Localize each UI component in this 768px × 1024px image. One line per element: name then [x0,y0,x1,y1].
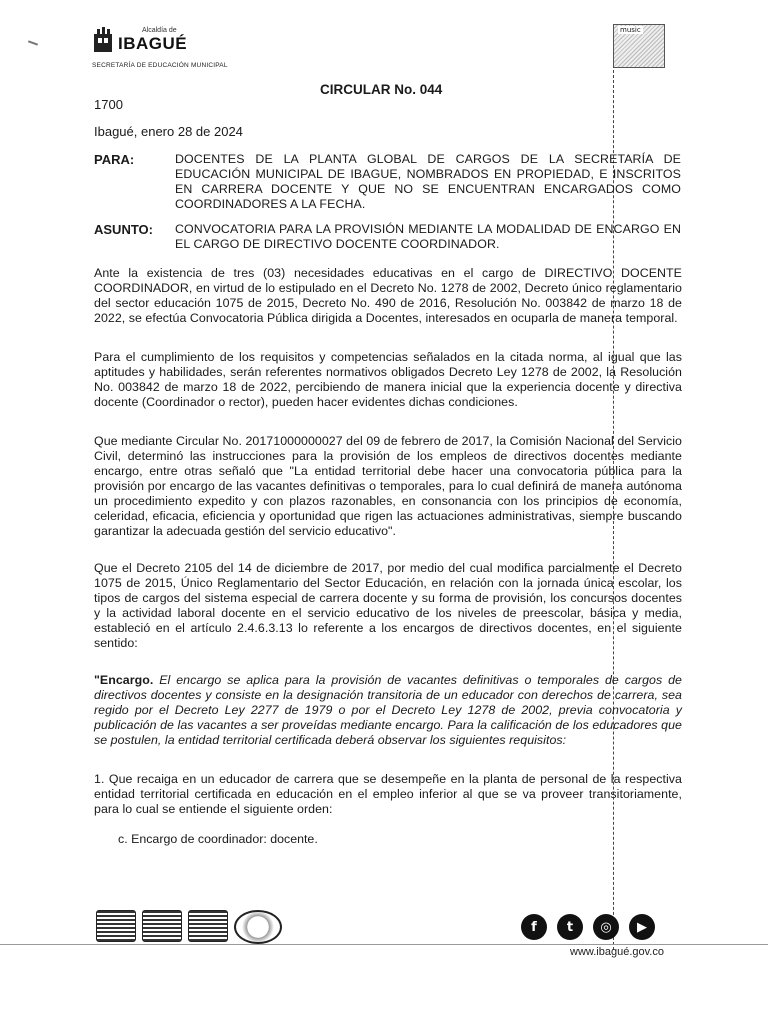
instagram-icon[interactable]: ◎ [593,914,619,940]
document-date: Ibagué, enero 28 de 2024 [94,124,243,139]
circular-title: CIRCULAR No. 044 [320,82,443,97]
twitter-icon[interactable]: t [557,914,583,940]
city-crest-icon [92,26,114,54]
icontec-seal-icon [142,910,182,942]
secretaria-label: SECRETARÍA DE EDUCACIÓN MUNICIPAL [92,62,228,69]
certification-seals [96,910,282,944]
iqnet-seal-icon [234,910,282,944]
para-label: PARA: [94,152,135,167]
para-text: DOCENTES DE LA PLANTA GLOBAL DE CARGOS DE LA SECRETARÍA DE EDUCACIÓN MUNICIPAL DE IBAGUE, NOMBRADOS EN PROPIEDAD, E INSCRITOS EN CARRERA DOCENTE Y QUE NO SE ENCUENTRAN ENCARGADOS COMO COORDINADORES A LA FECHA. [175,152,681,211]
logo-emblem [92,26,262,54]
alcaldia-logo [92,26,262,69]
paragraph-requisito-1: 1. Que recaiga en un educador de carrera que se desempeñe en la planta de personal de la respectiva entidad territorial certificada en educación en el empleo inferior al que se va proveer transitoriamente, para lo cual se entiende el siguiente orden: [94,772,682,816]
icontec-seal-icon [188,910,228,942]
website-link[interactable]: www.ibagué.gov.co [570,946,664,958]
list-item-coordinador: c. Encargo de coordinador: docente. [118,832,318,846]
scan-artifact [28,40,38,45]
asunto-text: CONVOCATORIA PARA LA PROVISIÓN MEDIANTE LA MODALIDAD DE ENCARGO EN EL CARGO DE DIRECTIVO DOCENTE COORDINADOR. [175,222,681,251]
document-code: 1700 [94,97,123,112]
stamp-text: music [620,26,641,34]
icontec-seal-icon [96,910,136,942]
footer-divider [0,944,768,945]
paragraph-cnsc: Que mediante Circular No. 20171000000027 del 09 de febrero de 2017, la Comisión Nacional del Servicio Civil, determinó las instrucciones para la provisión de los empleos de directivos docentes mediante encargo, entre otras señaló que "La entidad territorial debe hacer una convocatoria pública para la provisión por encargo de las vacantes definitivas o temporales, para lo cual definirá de manera autónoma un procedimiento expedito y con plazos razonables, en consonancia con los principios de economía, celeridad, eficacia, eficiencia y oportunidad que rigen las actuaciones administrativas, siempre buscando garantizar la adecuada gestión del servicio educativo". [94,434,682,538]
paragraph-convocatoria: Ante la existencia de tres (03) necesidades educativas en el cargo de DIRECTIVO DOCENTE COORDINADOR, en virtud de lo estipulado en el Decreto No. 1278 de 2002, Decreto único reglamentario del sector educación 1075 de 2015, Decreto No. 490 de 2016, Resolución No. 003842 de marzo 18 de 2022, se efectúa Convocatoria Pública dirigida a Docentes, interesados en ocuparla de manera temporal. [94,266,682,325]
paragraph-encargo [94,673,682,748]
social-links [521,914,655,940]
facebook-icon[interactable]: f [521,914,547,940]
logo-tagline: Alcaldía de [142,27,177,34]
encargo-quote: El encargo se aplica para la provisión de vacantes definitivas o temporales de cargos de directivos docentes y consiste en la designación transitoria de un educador con derechos de carrera, sea regido por el Decreto Ley 2277 de 1979 o por el Decreto Ley 1278 de 2002, previa convocatoria y publicación de las vacantes a ser proveídas mediante encargo. Para la calificación de los educadores que se postulen, la entidad territorial certificada deberá observar los siguientes requisitos: [94,673,682,747]
logo-city-name: IBAGUÉ [118,34,188,53]
youtube-icon[interactable]: ▶ [629,914,655,940]
paragraph-decreto-2105: Que el Decreto 2105 del 14 de diciembre de 2017, por medio del cual modifica parcialmente el Decreto 1075 de 2015, Único Reglamentario del Sector Educación, en relación con la jornada única escolar, los tipos de cargos del sistema especial de carrera docente y su forma de provisión, los concursos docentes y la actividad laboral docente en el servicio educativo de los niveles de preescolar, básica y media, estableció en el artículo 2.4.6.3.13 lo referente a los encargos de directivos docentes, en el siguiente sentido: [94,561,682,650]
paragraph-requisitos: Para el cumplimiento de los requisitos y competencias señalados en la citada norma, al igual que las aptitudes y habilidades, serán referentes normativos obligados Decreto Ley 1278 de 2002, la Resolución No. 003842 de marzo 18 de 2022, percibiendo de manera inicial que la experiencia docente y directiva docente (Coordinador o rector), pueden hacer evidentes dichas condiciones. [94,350,682,409]
encargo-lead: "Encargo. [94,673,154,687]
asunto-label: ASUNTO: [94,222,153,237]
